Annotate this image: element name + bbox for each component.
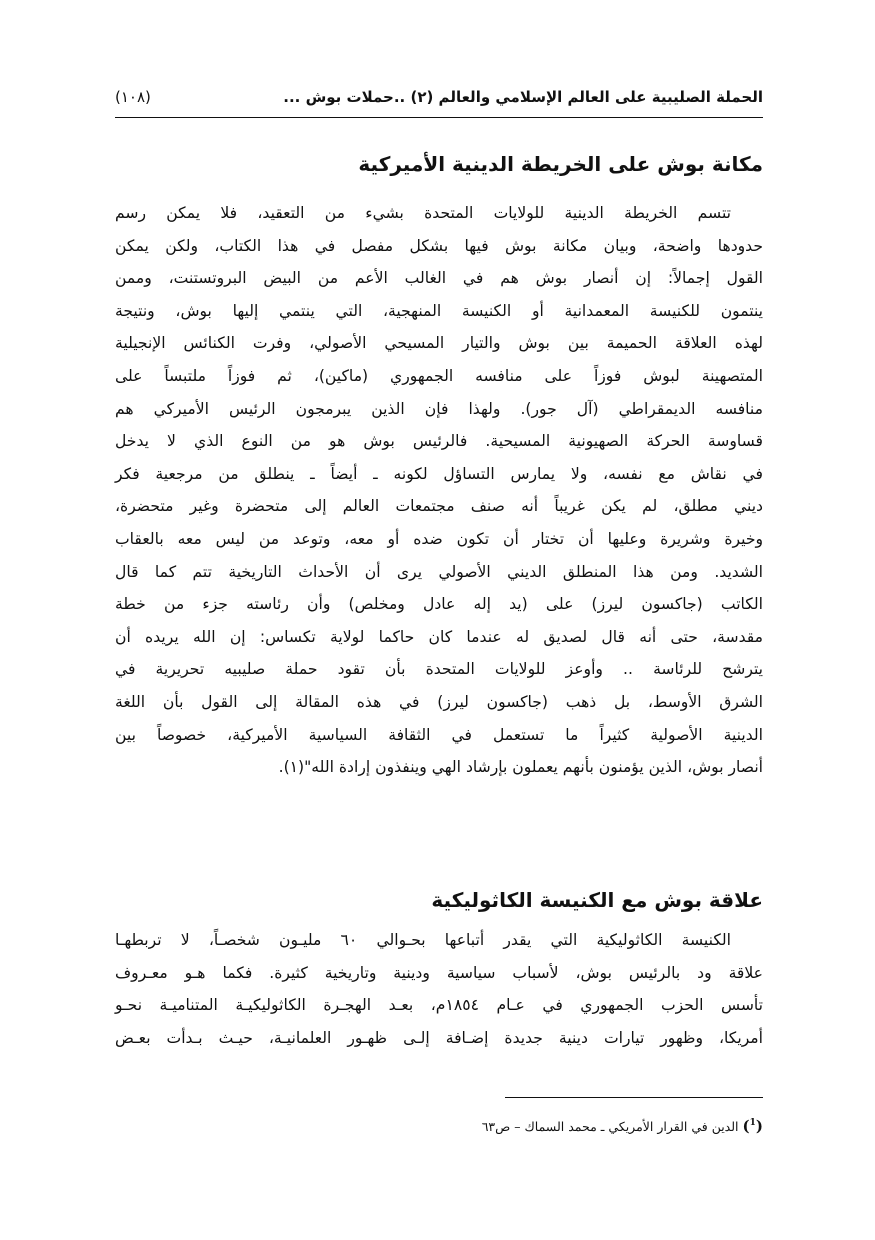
text-line: حدودها واضحة، وبيان مكانة بوش فيها بشكل مفصل في هذا الكتاب، ولكن يمكن (115, 236, 763, 255)
text-line: لهذه العلاقة الحميمة بين بوش والتيار المسيحي الأصولي، وفرت الكنائس الإنجيلية (115, 334, 763, 353)
header-rule (115, 117, 763, 118)
text-line: في نقاش مع نفسه، ولا يمارس التساؤل لكونه ـ أيضاً ـ ينطلق من مرجعية فكر (115, 464, 763, 483)
footnote-text: الدين في القرار الأمريكي ـ محمد السماك – ص٦٣ (481, 1119, 739, 1134)
text-line: علاقة ود بالرئيس بوش، لأسباب سياسية ودينية وتاريخية كثيرة. فكما هـو معـروف (115, 963, 763, 982)
section-heading-2: علاقة بوش مع الكنيسة الكاثوليكية (431, 888, 763, 912)
text-line: الشديد. ومن هذا المنطلق الديني الأصولي يرى أن الأحداث التاريخية تتم كما قال (115, 562, 763, 581)
text-line: القول إجمالاً: إن أنصار بوش هم في الغالب الأعم من البيض البروتستنت، وممن (115, 269, 763, 288)
text-line: الشرق الأوسط، بل ذهب (جاكسون ليرز) في هذه المقالة إلى القول بأن اللغة (115, 693, 763, 711)
text-line: منافسه الديمقراطي (آل جور). ولهذا فإن الذين يبرمجون الرئيس الأميركي هم (115, 399, 763, 418)
text-line: يترشح للرئاسة .. وأوعز للولايات المتحدة بأن تقود حملة صليبيه تحريرية في (115, 660, 763, 679)
text-line: ديني مطلق، لم يكن غريباً أنه صنف مجتمعات العالم إلى متحضرة وغير متحضرة، (115, 497, 763, 516)
text-line: تتسم الخريطة الدينية للولايات المتحدة بشيء من التعقيد، فلا يمكن رسم (115, 204, 731, 222)
section-heading-1: مكانة بوش على الخريطة الدينية الأميركية (358, 152, 763, 176)
running-title: الحملة الصليبية على العالم الإسلامي والعالم (٢) ..حملات بوش ... (283, 88, 763, 106)
running-header (115, 88, 763, 114)
text-line: أمريكا، وظهور تيارات دينية جديدة إضـافة إلـى ظهـور العلمانيـة، حيـث بـدأت بعـض (115, 1028, 763, 1047)
footnote: ($^1$) الدين في القرار الأمريكي ـ محمد السماك – ص٦٣ (481, 1117, 763, 1135)
text-line: قساوسة الحركة الصهيونية المسيحية. فالرئيس بوش هو من النوع الذي لا يدخل (115, 432, 763, 451)
text-line: مقدسة، حتى أنه قال لصديق له عندما كان حاكما لولاية تكساس: إن الله يريده أن (115, 627, 763, 646)
text-line: ينتمون للكنيسة المعمدانية أو الكنيسة المنهجية، التي ينتمي إليها بوش، ونتيجة (115, 301, 763, 320)
text-line: وخيرة وشريرة وعليها أن تختار أن تكون ضده أو معه، وتوعد من ليس معه بالعقاب (115, 530, 763, 548)
text-line: الكاتب (جاكسون ليرز) على (يد إله عادل ومخلص) وأن رئاسته جزء من خطة (115, 595, 763, 614)
text-line: الكنيسة الكاثوليكية التي يقدر أتباعها بحـوالي ٦٠ مليـون شخصـاً، لا تربطهـا (115, 931, 732, 949)
footnote-rule (505, 1097, 763, 1098)
text-line: المتصهينة لبوش فوزاً على منافسه الجمهوري (ماكين)، ثم فوزاً ملتبساً على (115, 367, 763, 385)
footnote-marker: 1 (749, 1118, 756, 1128)
text-line: أنصار بوش، الذين يؤمنون بأنهم يعملون بإرشاد الهي وينفذون إرادة الله"(١). (278, 758, 763, 777)
page-number: (١٠٨) (115, 88, 151, 106)
text-line: تأسس الحزب الجمهوري في عـام ١٨٥٤م، بعـد الهجـرة الكاثوليكيـة المتناميـة نحـو (115, 996, 763, 1015)
text-line: الدينية الأصولية كثيراً ما تستعمل في الثقافة السياسية الأميركية، خصوصاً بين (115, 725, 763, 744)
